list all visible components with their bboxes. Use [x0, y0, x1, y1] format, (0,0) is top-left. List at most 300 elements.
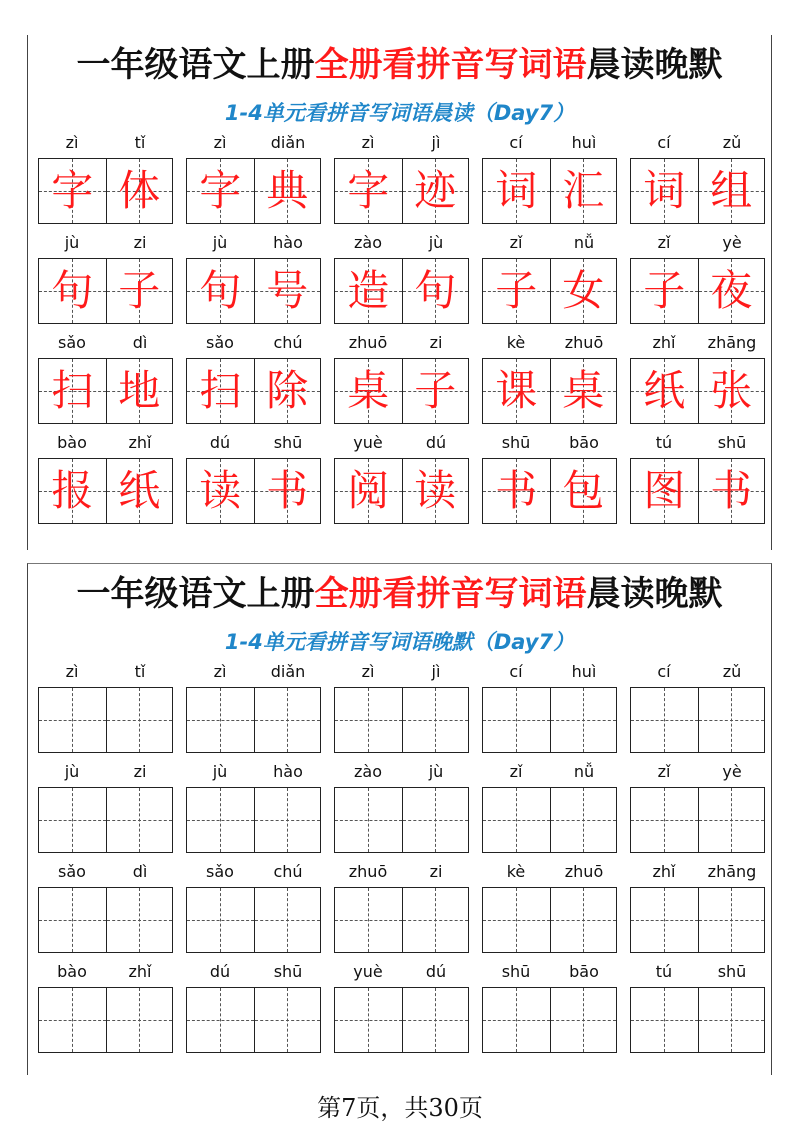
word-pair — [482, 131, 619, 231]
tianzige-box-pair — [334, 258, 469, 324]
word-pair — [38, 860, 175, 960]
writing-cell[interactable] — [106, 988, 173, 1052]
word-row — [28, 431, 771, 531]
tianzige-box-pair — [186, 158, 321, 224]
writing-cell[interactable] — [254, 788, 321, 852]
pinyin-label: zi — [133, 233, 147, 252]
hanzi-character: 组 — [710, 166, 753, 215]
pinyin-label: hào — [273, 762, 303, 781]
title-part-black: 一年级语文上册 — [76, 574, 315, 614]
pinyin-label: sǎo — [58, 862, 86, 881]
pinyin-label: zǔ — [722, 133, 742, 152]
hanzi-character: 桌 — [562, 366, 605, 415]
tianzige-box-pair — [482, 358, 617, 424]
tianzige-box-pair[interactable] — [38, 687, 173, 753]
writing-cell[interactable] — [550, 988, 617, 1052]
word-pair — [186, 431, 323, 531]
writing-cell[interactable] — [402, 788, 469, 852]
title-part-red: 全册看拼音写词语 — [314, 574, 587, 614]
word-row — [28, 860, 771, 960]
character-cell — [402, 259, 469, 323]
pinyin-label: zhāng — [707, 333, 757, 352]
hanzi-character: 桌 — [347, 366, 390, 415]
word-pair — [186, 331, 323, 431]
character-cell — [698, 159, 765, 223]
character-cell — [106, 259, 173, 323]
writing-cell[interactable] — [402, 988, 469, 1052]
word-row — [28, 131, 771, 231]
pinyin-label: jù — [212, 762, 228, 781]
tianzige-box-pair — [334, 458, 469, 524]
pinyin-label: tǐ — [134, 662, 146, 681]
character-cell — [254, 359, 321, 423]
pinyin-label: dú — [425, 433, 447, 452]
character-cell — [483, 259, 550, 323]
writing-cell[interactable] — [335, 788, 402, 852]
character-cell — [483, 359, 550, 423]
pinyin-label: yuè — [353, 433, 383, 452]
writing-cell[interactable] — [698, 988, 765, 1052]
word-pair — [186, 231, 323, 331]
word-row — [28, 760, 771, 860]
hanzi-character: 号 — [266, 266, 309, 315]
pinyin-label: zào — [354, 762, 382, 781]
word-pair — [482, 860, 619, 960]
word-pair — [38, 231, 175, 331]
word-row — [28, 660, 771, 760]
pinyin-label: shū — [273, 962, 303, 981]
word-pair — [630, 131, 767, 231]
writing-cell[interactable] — [39, 888, 106, 952]
morning-main-title — [28, 35, 771, 95]
character-cell — [187, 459, 254, 523]
hanzi-character: 字 — [199, 166, 242, 215]
pinyin-label: tǐ — [134, 133, 146, 152]
word-pair — [334, 960, 471, 1060]
writing-cell[interactable] — [187, 888, 254, 952]
tianzige-box-pair[interactable] — [630, 887, 765, 953]
writing-cell[interactable] — [335, 988, 402, 1052]
writing-cell[interactable] — [187, 688, 254, 752]
hanzi-character: 夜 — [710, 266, 753, 315]
pinyin-label: cí — [509, 662, 523, 681]
word-pair — [630, 860, 767, 960]
word-pair — [38, 660, 175, 760]
pinyin-label: shū — [501, 433, 531, 452]
pinyin-label: bāo — [569, 433, 599, 452]
writing-cell[interactable] — [335, 888, 402, 952]
pinyin-label: zhuō — [564, 333, 604, 352]
pinyin-label: dì — [132, 862, 148, 881]
character-cell — [254, 459, 321, 523]
morning-word-grid — [28, 131, 771, 531]
pinyin-label: bào — [57, 962, 87, 981]
pinyin-label: jù — [428, 233, 444, 252]
hanzi-character: 子 — [118, 266, 161, 315]
pinyin-label: bào — [57, 433, 87, 452]
pinyin-label: zì — [213, 133, 227, 152]
pinyin-label: zhǐ — [652, 333, 676, 352]
hanzi-character: 课 — [495, 366, 538, 415]
pinyin-label: zhuō — [348, 333, 388, 352]
pinyin-label: cí — [657, 662, 671, 681]
hanzi-character: 汇 — [562, 166, 605, 215]
tianzige-box-pair[interactable] — [630, 987, 765, 1053]
tianzige-box-pair — [482, 458, 617, 524]
pinyin-label: zǐ — [509, 233, 523, 252]
writing-cell[interactable] — [698, 888, 765, 952]
tianzige-box-pair[interactable] — [334, 687, 469, 753]
character-cell — [39, 459, 106, 523]
word-pair — [630, 431, 767, 531]
tianzige-box-pair — [630, 458, 765, 524]
tianzige-box-pair[interactable] — [482, 887, 617, 953]
character-cell — [335, 259, 402, 323]
pinyin-label: jì — [431, 662, 441, 681]
tianzige-box-pair[interactable] — [482, 787, 617, 853]
hanzi-character: 子 — [414, 366, 457, 415]
pinyin-label: jù — [64, 762, 80, 781]
pinyin-label: dú — [209, 433, 231, 452]
character-cell — [483, 159, 550, 223]
word-pair — [334, 131, 471, 231]
tianzige-box-pair — [334, 358, 469, 424]
writing-cell[interactable] — [254, 888, 321, 952]
pinyin-label: zi — [133, 762, 147, 781]
character-cell — [39, 259, 106, 323]
writing-cell[interactable] — [550, 788, 617, 852]
word-pair — [334, 231, 471, 331]
pinyin-label: zì — [361, 662, 375, 681]
word-pair — [38, 431, 175, 531]
tianzige-box-pair[interactable] — [38, 887, 173, 953]
hanzi-character: 句 — [414, 266, 457, 315]
tianzige-box-pair[interactable] — [334, 987, 469, 1053]
tianzige-box-pair — [38, 158, 173, 224]
writing-cell[interactable] — [698, 788, 765, 852]
hanzi-character: 读 — [199, 466, 242, 515]
character-cell — [39, 159, 106, 223]
tianzige-box-pair[interactable] — [38, 987, 173, 1053]
character-cell — [483, 459, 550, 523]
pinyin-label: dú — [209, 962, 231, 981]
tianzige-box-pair — [38, 258, 173, 324]
hanzi-character: 除 — [266, 366, 309, 415]
character-cell — [631, 359, 698, 423]
title-part-red: 全册看拼音写词语 — [314, 45, 587, 85]
character-cell — [550, 359, 617, 423]
hanzi-character: 书 — [495, 466, 538, 515]
pinyin-label: yè — [722, 233, 742, 252]
pinyin-label: shū — [717, 433, 747, 452]
word-row — [28, 331, 771, 431]
pinyin-label: sǎo — [206, 333, 234, 352]
pinyin-label: zhǐ — [652, 862, 676, 881]
hanzi-character: 迹 — [414, 166, 457, 215]
pinyin-label: dú — [425, 962, 447, 981]
hanzi-character: 句 — [199, 266, 242, 315]
writing-cell[interactable] — [39, 988, 106, 1052]
writing-cell[interactable] — [483, 888, 550, 952]
character-cell — [550, 159, 617, 223]
pinyin-label: zì — [65, 133, 79, 152]
tianzige-box-pair — [482, 258, 617, 324]
tianzige-box-pair[interactable] — [482, 687, 617, 753]
character-cell — [550, 459, 617, 523]
character-cell — [698, 359, 765, 423]
writing-cell[interactable] — [106, 888, 173, 952]
word-row — [28, 960, 771, 1060]
pinyin-label: zǐ — [657, 233, 671, 252]
pinyin-label: zì — [65, 662, 79, 681]
tianzige-box-pair — [186, 258, 321, 324]
pinyin-label: jì — [431, 133, 441, 152]
title-part-black: 晨读晚默 — [586, 45, 723, 85]
word-pair — [186, 660, 323, 760]
pinyin-label: huì — [571, 662, 597, 681]
pinyin-label: zì — [213, 662, 227, 681]
word-pair — [38, 331, 175, 431]
pinyin-label: zǔ — [722, 662, 742, 681]
character-cell — [335, 459, 402, 523]
hanzi-character: 纸 — [118, 466, 161, 515]
pinyin-label: bāo — [569, 962, 599, 981]
writing-cell[interactable] — [39, 688, 106, 752]
word-pair — [186, 860, 323, 960]
pinyin-label: tú — [655, 433, 673, 452]
character-cell — [187, 259, 254, 323]
tianzige-box-pair — [630, 358, 765, 424]
tianzige-box-pair — [334, 158, 469, 224]
pinyin-label: yuè — [353, 962, 383, 981]
word-row — [28, 231, 771, 331]
hanzi-character: 句 — [51, 266, 94, 315]
tianzige-box-pair[interactable] — [482, 987, 617, 1053]
tianzige-box-pair[interactable] — [186, 887, 321, 953]
word-pair — [334, 331, 471, 431]
pinyin-label: cí — [657, 133, 671, 152]
pinyin-label: sǎo — [206, 862, 234, 881]
pinyin-label: zi — [429, 862, 443, 881]
pinyin-label: zhuō — [348, 862, 388, 881]
writing-cell[interactable] — [550, 888, 617, 952]
tianzige-box-pair[interactable] — [186, 987, 321, 1053]
tianzige-box-pair — [630, 258, 765, 324]
writing-cell[interactable] — [631, 888, 698, 952]
writing-cell[interactable] — [106, 688, 173, 752]
hanzi-character: 词 — [643, 166, 686, 215]
tianzige-box-pair — [38, 458, 173, 524]
writing-cell[interactable] — [39, 788, 106, 852]
word-pair — [482, 231, 619, 331]
character-cell — [698, 459, 765, 523]
writing-cell[interactable] — [402, 888, 469, 952]
hanzi-character: 图 — [643, 466, 686, 515]
title-part-black: 一年级语文上册 — [76, 45, 315, 85]
hanzi-character: 地 — [118, 366, 161, 415]
character-cell — [187, 359, 254, 423]
hanzi-character: 字 — [347, 166, 390, 215]
hanzi-character: 词 — [495, 166, 538, 215]
hanzi-character: 扫 — [51, 366, 94, 415]
word-pair — [630, 231, 767, 331]
word-pair — [630, 960, 767, 1060]
hanzi-character: 报 — [51, 466, 94, 515]
character-cell — [106, 459, 173, 523]
tianzige-box-pair — [186, 358, 321, 424]
pinyin-label: jù — [428, 762, 444, 781]
hanzi-character: 读 — [414, 466, 457, 515]
writing-cell[interactable] — [631, 988, 698, 1052]
writing-cell[interactable] — [187, 988, 254, 1052]
pinyin-label: jù — [212, 233, 228, 252]
word-pair — [630, 760, 767, 860]
tianzige-box-pair[interactable] — [186, 687, 321, 753]
pinyin-label: zì — [361, 133, 375, 152]
evening-subtitle: 1-4单元看拼音写词语晚默（Day7） — [224, 630, 575, 654]
character-cell — [402, 159, 469, 223]
pinyin-label: chú — [273, 862, 303, 881]
writing-cell[interactable] — [254, 988, 321, 1052]
pinyin-label: yè — [722, 762, 742, 781]
evening-main-title — [28, 564, 771, 624]
hanzi-character: 阅 — [347, 466, 390, 515]
pinyin-label: nǚ — [573, 762, 595, 781]
hanzi-character: 书 — [710, 466, 753, 515]
hanzi-character: 扫 — [199, 366, 242, 415]
tianzige-box-pair[interactable] — [630, 787, 765, 853]
pinyin-label: kè — [506, 862, 526, 881]
pinyin-label: diǎn — [270, 662, 306, 681]
pinyin-label: zhāng — [707, 862, 757, 881]
title-part-black: 晨读晚默 — [586, 574, 723, 614]
word-pair — [38, 760, 175, 860]
word-pair — [38, 131, 175, 231]
character-cell — [39, 359, 106, 423]
pinyin-label: dì — [132, 333, 148, 352]
writing-cell[interactable] — [550, 688, 617, 752]
writing-cell[interactable] — [631, 688, 698, 752]
word-pair — [482, 331, 619, 431]
morning-subtitle: 1-4单元看拼音写词语晨读（Day7） — [224, 101, 575, 125]
hanzi-character: 子 — [495, 266, 538, 315]
character-cell — [402, 359, 469, 423]
character-cell — [106, 159, 173, 223]
character-cell — [106, 359, 173, 423]
pinyin-label: nǚ — [573, 233, 595, 252]
pinyin-label: cí — [509, 133, 523, 152]
character-cell — [631, 159, 698, 223]
pinyin-label: tú — [655, 962, 673, 981]
word-pair — [482, 760, 619, 860]
writing-cell[interactable] — [106, 788, 173, 852]
evening-dictation-sheet — [27, 563, 772, 1075]
word-pair — [186, 960, 323, 1060]
pinyin-label: hào — [273, 233, 303, 252]
hanzi-character: 包 — [562, 466, 605, 515]
tianzige-box-pair[interactable] — [38, 787, 173, 853]
word-pair — [482, 660, 619, 760]
tianzige-box-pair[interactable] — [186, 787, 321, 853]
pinyin-label: zhuō — [564, 862, 604, 881]
writing-cell[interactable] — [483, 988, 550, 1052]
word-pair — [186, 131, 323, 231]
character-cell — [335, 359, 402, 423]
morning-reading-sheet — [27, 35, 772, 550]
pinyin-label: zhǐ — [128, 433, 152, 452]
tianzige-box-pair — [630, 158, 765, 224]
hanzi-character: 体 — [118, 166, 161, 215]
pinyin-label: shū — [501, 962, 531, 981]
pinyin-label: zǐ — [657, 762, 671, 781]
character-cell — [335, 159, 402, 223]
pinyin-label: jù — [64, 233, 80, 252]
pinyin-label: sǎo — [58, 333, 86, 352]
word-pair — [482, 431, 619, 531]
writing-cell[interactable] — [187, 788, 254, 852]
word-pair — [334, 760, 471, 860]
word-pair — [186, 760, 323, 860]
character-cell — [254, 259, 321, 323]
page-number: 第7页，共30页 — [317, 1094, 483, 1122]
tianzige-box-pair[interactable] — [630, 687, 765, 753]
hanzi-character: 张 — [710, 366, 753, 415]
character-cell — [631, 259, 698, 323]
word-pair — [334, 860, 471, 960]
character-cell — [550, 259, 617, 323]
word-pair — [482, 960, 619, 1060]
pinyin-label: shū — [273, 433, 303, 452]
tianzige-box-pair — [38, 358, 173, 424]
pinyin-label: zi — [429, 333, 443, 352]
writing-cell[interactable] — [483, 788, 550, 852]
hanzi-character: 子 — [643, 266, 686, 315]
pinyin-label: zǐ — [509, 762, 523, 781]
pinyin-label: zào — [354, 233, 382, 252]
character-cell — [698, 259, 765, 323]
pinyin-label: diǎn — [270, 133, 306, 152]
tianzige-box-pair[interactable] — [334, 887, 469, 953]
word-pair — [334, 660, 471, 760]
pinyin-label: kè — [506, 333, 526, 352]
word-pair — [630, 331, 767, 431]
pinyin-label: huì — [571, 133, 597, 152]
writing-cell[interactable] — [335, 688, 402, 752]
character-cell — [631, 459, 698, 523]
pinyin-label: zhǐ — [128, 962, 152, 981]
writing-cell[interactable] — [402, 688, 469, 752]
word-pair — [630, 660, 767, 760]
character-cell — [187, 159, 254, 223]
tianzige-box-pair[interactable] — [334, 787, 469, 853]
hanzi-character: 女 — [562, 266, 605, 315]
pinyin-label: chú — [273, 333, 303, 352]
word-pair — [38, 960, 175, 1060]
hanzi-character: 造 — [347, 266, 390, 315]
writing-cell[interactable] — [698, 688, 765, 752]
hanzi-character: 纸 — [643, 366, 686, 415]
writing-cell[interactable] — [631, 788, 698, 852]
tianzige-box-pair — [482, 158, 617, 224]
writing-cell[interactable] — [483, 688, 550, 752]
word-pair — [334, 431, 471, 531]
hanzi-character: 字 — [51, 166, 94, 215]
tianzige-box-pair — [186, 458, 321, 524]
writing-cell[interactable] — [254, 688, 321, 752]
hanzi-character: 典 — [266, 166, 309, 215]
evening-word-grid — [28, 660, 771, 1060]
character-cell — [254, 159, 321, 223]
